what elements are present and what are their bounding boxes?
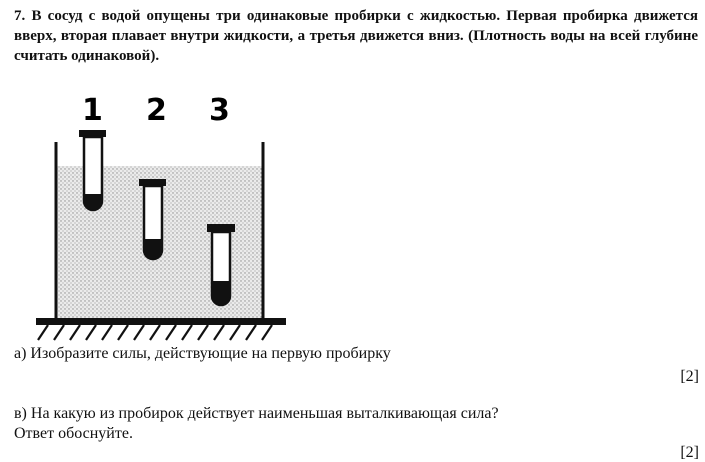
tube-1-label: 1 (82, 93, 103, 128)
tube-1 (79, 130, 106, 210)
tube-3 (207, 224, 235, 305)
tube-2-label: 2 (146, 93, 167, 128)
table-surface (36, 318, 286, 325)
tube-2 (139, 179, 166, 259)
part-a-question: а) Изобразите силы, действующие на первую пробирку (14, 345, 391, 362)
part-b-answer-prompt: Ответ обоснуйте. (14, 425, 133, 442)
table-hatching (38, 325, 272, 340)
question-text: 7. В сосуд с водой опущены три одинаковые пробирки с жидкостью. Первая пробирка движется вверх, вторая плавает внутри жидкости, а третья движется вниз. (Плотность воды на всей глубине считать одинаковой). (14, 8, 698, 64)
tube-3-label: 3 (209, 93, 230, 128)
part-a-mark: [2] (680, 368, 699, 385)
part-b-mark: [2] (680, 444, 699, 461)
part-b-question: в) На какую из пробирок действует наименьшая выталкивающая сила? (14, 405, 499, 422)
